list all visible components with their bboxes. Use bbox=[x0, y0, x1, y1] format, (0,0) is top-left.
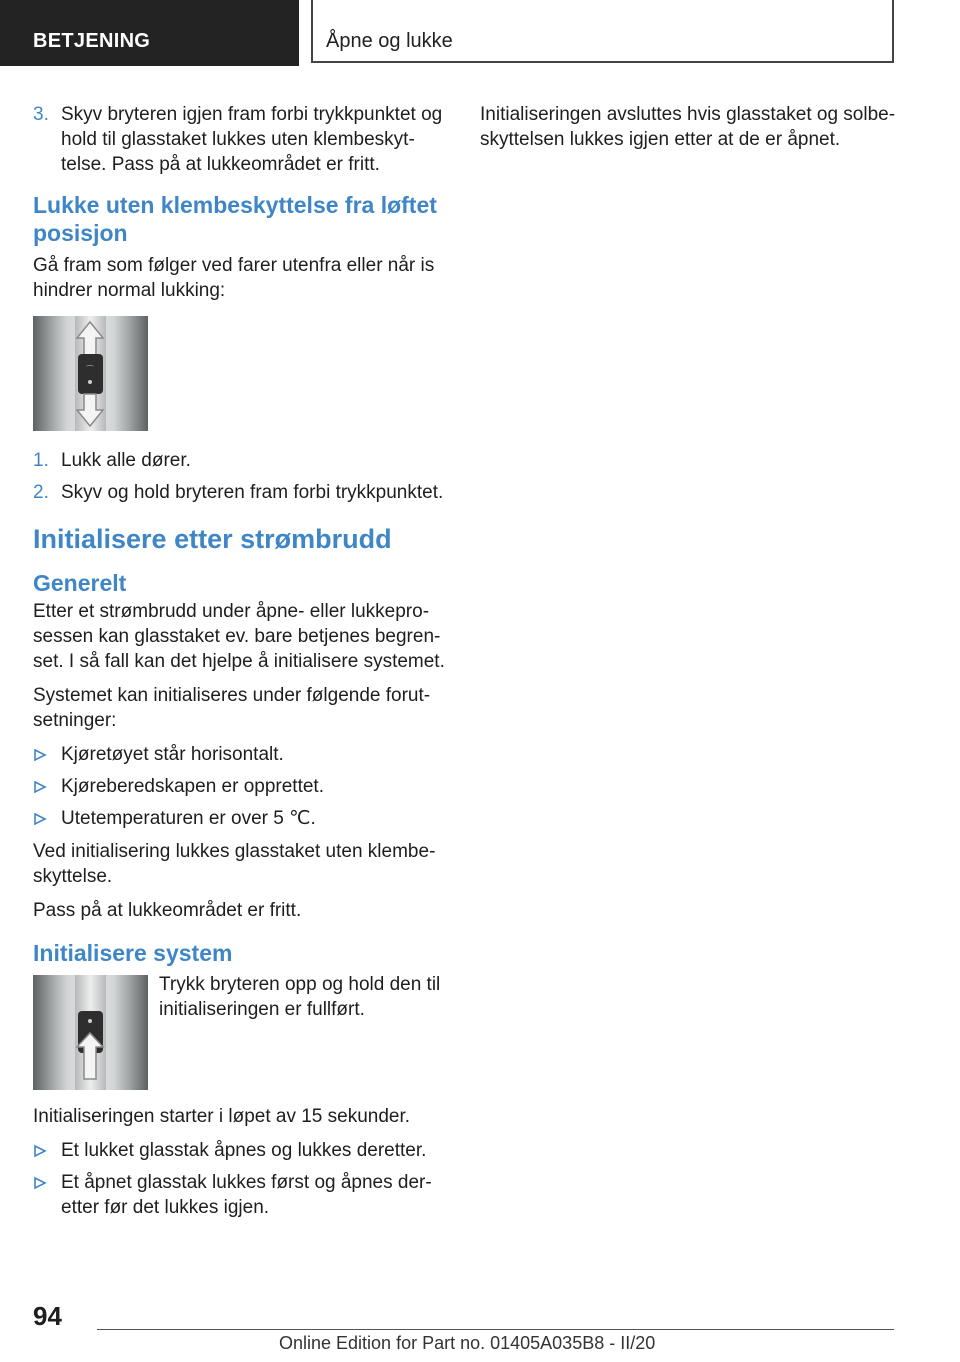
init-behaviour-list bbox=[33, 1138, 453, 1220]
init-system-figure-row bbox=[33, 975, 453, 1090]
double-arrow-icon bbox=[33, 316, 148, 431]
section-title: BETJENING bbox=[33, 30, 151, 52]
general-paragraph-1: Etter et strømbrudd under åpne- eller lukkeprosessen kan glasstaket ev. bare betjenes begrenset. I så fall kan det hjelpe å initialisere systemet. bbox=[33, 601, 445, 672]
footer-divider bbox=[97, 1329, 894, 1330]
behaviour-text: Et åpnet glasstak lukkes først og åpnes deretter før det lukkes igjen. bbox=[61, 1172, 432, 1218]
close-steps-list bbox=[33, 448, 453, 505]
heading-close-without-protection: Lukke uten klembeskyttelse fra løftet posisjon bbox=[33, 192, 437, 246]
switch-forward-figure bbox=[33, 316, 148, 431]
list-item bbox=[33, 774, 453, 799]
step-number: 3. bbox=[33, 104, 49, 125]
page-number: 94 bbox=[33, 1301, 62, 1331]
heading-init-system: Initialisere system bbox=[33, 940, 233, 966]
right-column bbox=[480, 102, 900, 161]
list-item bbox=[33, 102, 453, 177]
chapter-title: Åpne og lukke bbox=[326, 30, 453, 52]
conditions-list bbox=[33, 742, 453, 831]
step-text: Skyv bryteren igjen fram forbi trykkpunktet og hold til glasstaket lukkes uten klembeskyttelse. Pass på at lukkeområdet er fritt. bbox=[61, 104, 443, 175]
triangle-bullet-icon bbox=[33, 1144, 47, 1158]
heading-general: Generelt bbox=[33, 570, 127, 596]
edition-text: Online Edition for Part no. 01405A035B8 - II/20 bbox=[279, 1333, 656, 1353]
triangle-bullet-icon bbox=[33, 780, 47, 794]
behaviour-text: Et lukket glasstak åpnes og lukkes deretter. bbox=[61, 1140, 427, 1161]
general-paragraph-2: Systemet kan initialiseres under følgende forutsetninger: bbox=[33, 685, 431, 731]
arrow-up-icon bbox=[33, 975, 148, 1090]
list-item bbox=[33, 1170, 453, 1220]
chapter-header bbox=[311, 0, 894, 63]
triangle-bullet-icon bbox=[33, 1176, 47, 1190]
list-item bbox=[33, 742, 453, 767]
step-text: Skyv og hold bryteren fram forbi trykkpunktet. bbox=[61, 482, 444, 503]
switch-up-figure bbox=[33, 975, 148, 1090]
triangle-bullet-icon bbox=[33, 748, 47, 762]
triangle-bullet-icon bbox=[33, 812, 47, 826]
init-system-instruction: Trykk bryteren opp og hold den til initialiseringen er fullført. bbox=[159, 974, 441, 1020]
init-start-text: Initialiseringen starter i løpet av 15 sekunder. bbox=[33, 1106, 411, 1127]
step-number: 1. bbox=[33, 450, 49, 471]
list-item bbox=[33, 1138, 453, 1163]
open-steps-list bbox=[33, 102, 453, 177]
list-item bbox=[33, 448, 453, 473]
general-paragraph-4: Pass på at lukkeområdet er fritt. bbox=[33, 900, 302, 921]
condition-text: Kjøretøyet står horisontalt. bbox=[61, 744, 284, 765]
general-paragraph-3: Ved initialisering lukkes glasstaket uten klembeskyttelse. bbox=[33, 841, 436, 887]
condition-text: Utetemperaturen er over 5 ℃. bbox=[61, 808, 316, 829]
right-paragraph-1: Initialiseringen avsluttes hvis glasstaket og solbeskyttelsen lukkes igjen etter at de er åpnet. bbox=[480, 104, 896, 150]
close-intro: Gå fram som følger ved farer utenfra eller når is hindrer normal lukking: bbox=[33, 255, 435, 301]
condition-text: Kjøreberedskapen er opprettet. bbox=[61, 776, 324, 797]
svg-text:⌒: ⌒ bbox=[86, 365, 94, 374]
list-item bbox=[33, 480, 453, 505]
heading-init-after-power-failure: Initialisere etter strømbrudd bbox=[33, 524, 392, 554]
step-number: 2. bbox=[33, 482, 49, 503]
left-column bbox=[33, 102, 453, 1228]
list-item bbox=[33, 806, 453, 831]
section-header bbox=[0, 0, 299, 66]
step-text: Lukk alle dører. bbox=[61, 450, 191, 471]
